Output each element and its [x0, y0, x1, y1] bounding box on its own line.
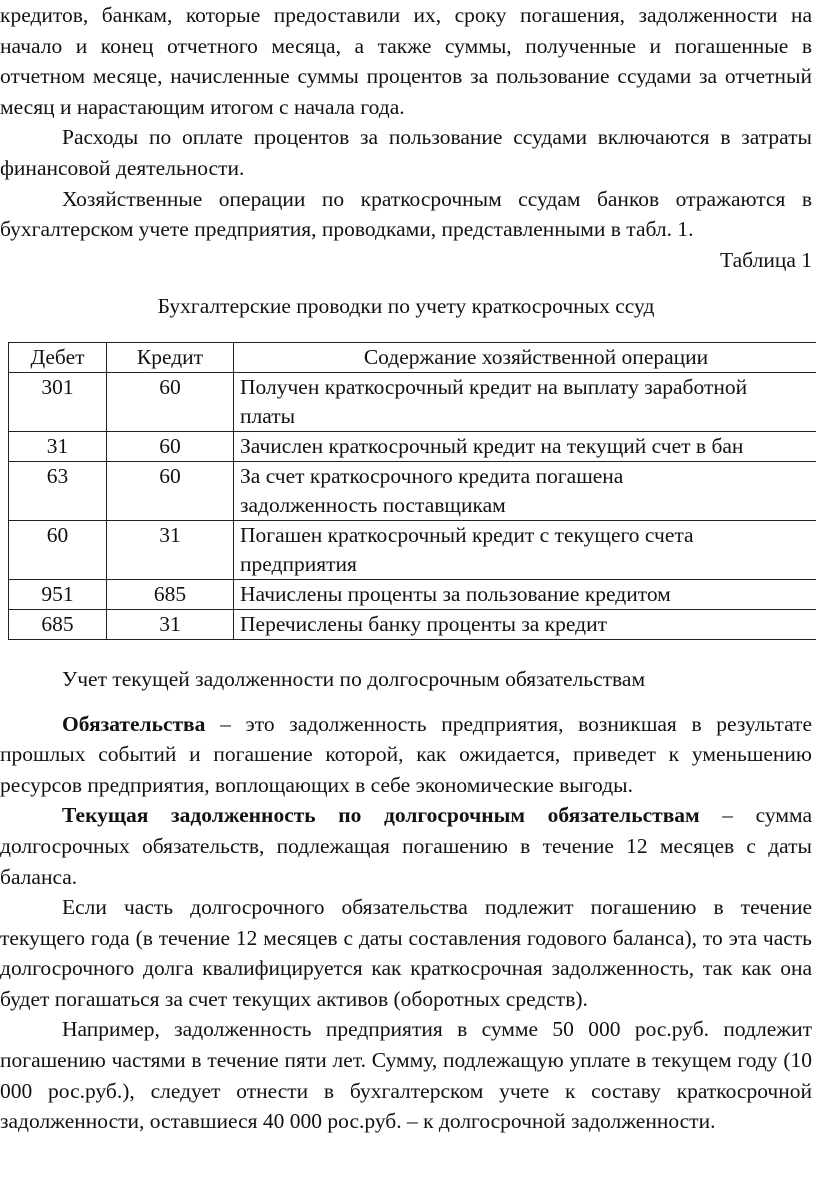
- description-line-2: предприятия: [240, 551, 357, 576]
- description-line-1: Начислены проценты за пользование кредитом: [240, 581, 671, 606]
- paragraph-2-text: – сумма долгосрочных обязательств, подлежащая погашению в течение 12 месяцев с даты баланса.: [0, 803, 812, 889]
- cell-debit: 685: [9, 609, 107, 639]
- cell-description: [234, 461, 816, 520]
- table-row: [9, 431, 816, 461]
- table-row: [9, 579, 816, 609]
- table-header-row: [9, 342, 816, 372]
- header-debit: Дебет: [9, 342, 107, 372]
- term-obligations: Обязательства: [62, 711, 206, 736]
- cell-credit: 31: [107, 520, 234, 579]
- section-paragraph-1: [0, 709, 812, 801]
- cell-description: [234, 579, 816, 609]
- cell-description: [234, 431, 816, 461]
- cell-debit: 951: [9, 579, 107, 609]
- description-line-1: Перечислены банку проценты за кредит: [240, 611, 608, 636]
- table-row: [9, 609, 816, 639]
- cell-credit: 60: [107, 461, 234, 520]
- cell-description: [234, 520, 816, 579]
- section-paragraph-4: Например, задолженность предприятия в сумме 50 000 рос.руб. подлежит погашению частями в течение пяти лет. Сумму, подлежащую уплате в текущем году (10 000 рос.руб.), следует отнести в бухгалтерском учете к составу краткосрочной задолженности, оставшиеся 40 000 рос.руб. – к долгосрочной задолженности.: [0, 1017, 812, 1134]
- description-line-1: Получен краткосрочный кредит на выплату заработной: [240, 374, 748, 399]
- cell-credit: 60: [107, 372, 234, 431]
- description-line-2: платы: [240, 403, 296, 428]
- cell-credit: 60: [107, 431, 234, 461]
- table-caption: Бухгалтерские проводки по учету краткосрочных ссуд: [157, 294, 655, 319]
- cell-debit: 63: [9, 461, 107, 520]
- cell-debit: 31: [9, 431, 107, 461]
- cell-debit: 301: [9, 372, 107, 431]
- table-label: Таблица 1: [720, 247, 812, 272]
- cell-credit: 31: [107, 609, 234, 639]
- cell-description: [234, 372, 816, 431]
- paragraph-1-text: – это задолженность предприятия, возникшая в результате прошлых событий и погашение которой, как ожидается, приведет к уменьшению ресурсов предприятия, воплощающих в себе экономические выгоды.: [0, 711, 812, 797]
- description-line-1: За счет краткосрочного кредита погашена: [240, 463, 624, 488]
- section-heading: Учет текущей задолженности по долгосрочным обязательствам: [62, 666, 646, 691]
- intro-paragraph-1: кредитов, банкам, которые предоставили их, сроку погашения, задолженности на начало и конец отчетного месяца, а также суммы, полученные и погашенные в отчетном месяце, начисленные суммы процентов за пользование ссудами за отчетный месяц и нарастающим итогом с начала года.: [0, 3, 812, 119]
- entries-table: [8, 342, 816, 640]
- term-current-debt: Текущая задолженность по долгосрочным обязательствам: [62, 803, 700, 828]
- description-line-2: задолженность поставщикам: [240, 492, 506, 517]
- cell-description: [234, 609, 816, 639]
- table-row: [9, 372, 816, 431]
- header-credit: Кредит: [107, 342, 234, 372]
- section-paragraph-2: [0, 800, 812, 892]
- table-row: [9, 461, 816, 520]
- intro-paragraph-3: Хозяйственные операции по краткосрочным ссудам банков отражаются в бухгалтерском учете предприятия, проводками, представленными в табл. 1.: [0, 186, 812, 242]
- header-description: Содержание хозяйственной операции: [234, 342, 816, 372]
- section-paragraph-3: Если часть долгосрочного обязательства подлежит погашению в течение текущего года (в течение 12 месяцев с даты составления годового баланса), то эта часть долгосрочного долга квалифицируется как краткосрочная задолженность, так как она будет погашаться за счет текущих активов (оборотных средств).: [0, 895, 812, 1011]
- description-line-1: Зачислен краткосрочный кредит на текущий счет в бан: [240, 433, 744, 458]
- cell-credit: 685: [107, 579, 234, 609]
- cell-debit: 60: [9, 520, 107, 579]
- intro-paragraph-2: Расходы по оплате процентов за пользование ссудами включаются в затраты финансовой деятельности.: [0, 125, 812, 180]
- description-line-1: Погашен краткосрочный кредит с текущего счета: [240, 522, 694, 547]
- table-row: [9, 520, 816, 579]
